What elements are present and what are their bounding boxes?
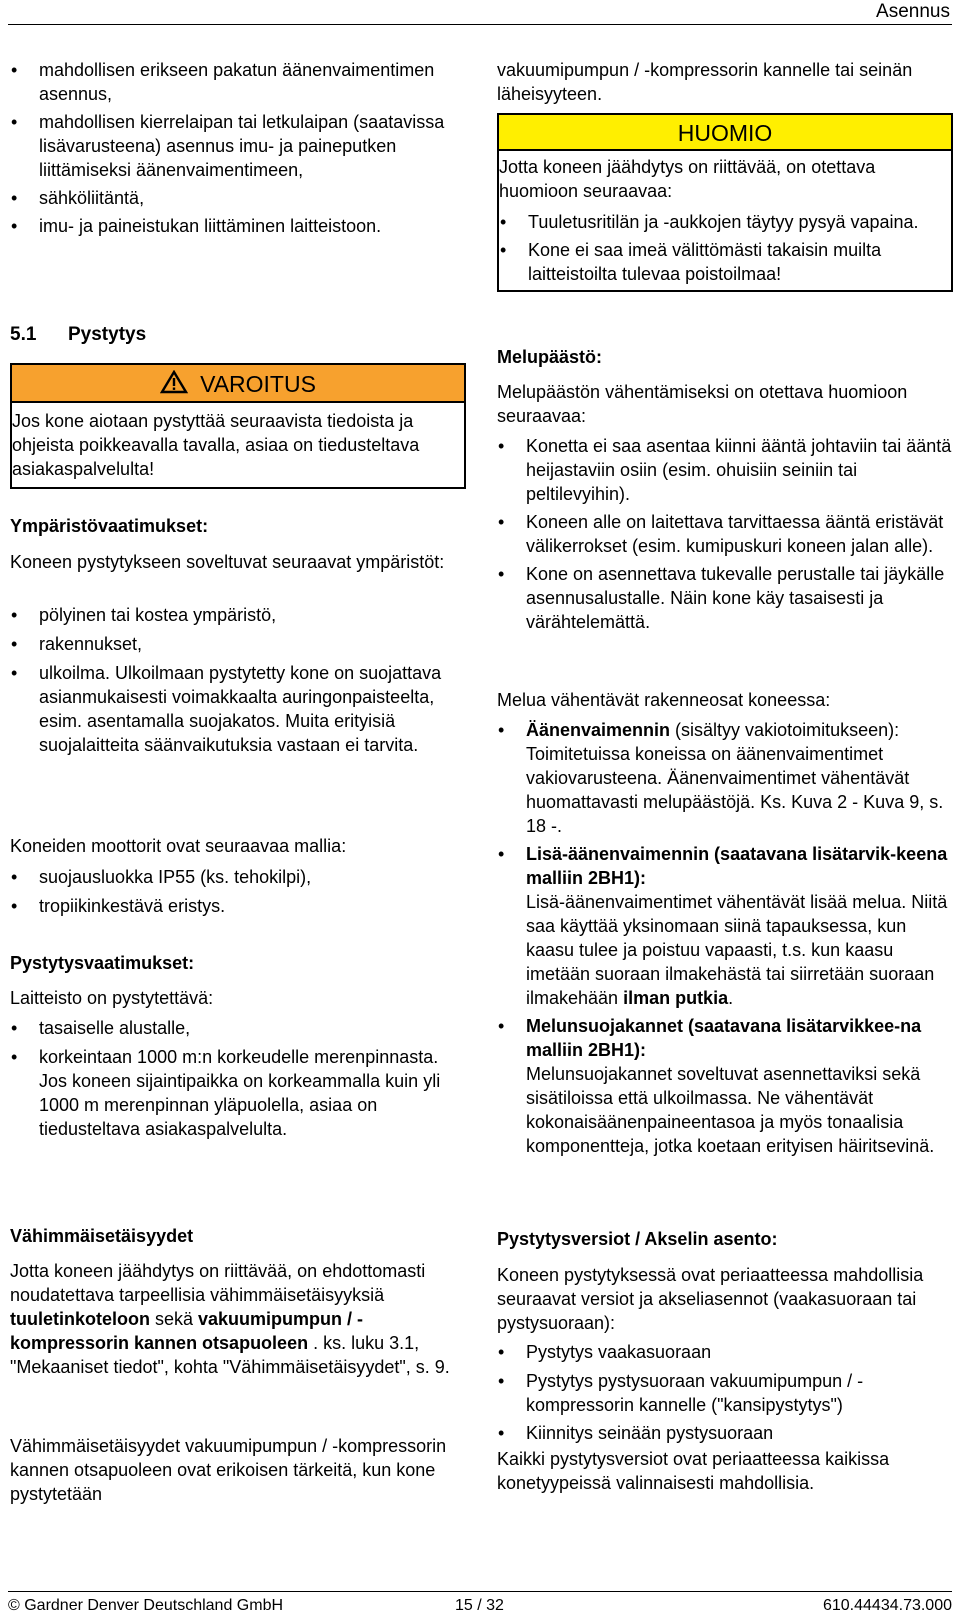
section-heading [10, 323, 462, 347]
versions-intro: Koneen pystytyksessä ovat periaatteessa mahdollisia seuraavat versiot ja akseliasennot (vaakasuoraan tai pystysuoraan): [497, 1265, 924, 1333]
list-item: • Melunsuojakannet (saatavana lisätarvikkee-na malliin 2BH1): Melunsuojakannet soveltuvat asennettaviksi sekä sisätiloissa että ulkoilmassa. Ne vähentävät kokonaisäänenpaineentasoa ja myös tonaalisia komponentteja, jotka koetaan erityisen häiritsevinä. [498, 1016, 935, 1156]
versions-outro: Kaikki pystytysversiot ovat periaatteessa kaikissa konetyypeissä valinnaisesti mahdollisia. [497, 1449, 890, 1493]
list-item: • tropiikinkestävä eristys. [11, 896, 226, 916]
bullet-icon: • [11, 663, 18, 683]
bullet-icon: • [11, 188, 18, 208]
continued-text: vakuumipumpun / -kompressorin kannelle tai seinän läheisyyteen. [497, 60, 913, 104]
warning-header [12, 365, 464, 403]
note-box [497, 113, 953, 292]
distance-heading: Vähimmäisetäisyydet [10, 1226, 194, 1246]
list-item: • sähköliitäntä, [11, 188, 145, 208]
list-item: • pölyinen tai kostea ympäristö, [11, 605, 277, 625]
bullet-icon: • [498, 564, 505, 584]
bullet-icon: • [11, 60, 18, 80]
bullet-icon: • [498, 1342, 505, 1362]
warning-box [10, 363, 466, 489]
intro-list [10, 58, 462, 238]
list-item: • Tuuletusritilän ja -aukkojen täytyy pysyä vapaina. [500, 212, 919, 232]
bullet-icon: • [500, 212, 507, 232]
versions-heading: Pystytysversiot / Akselin asento: [497, 1229, 778, 1249]
bullet-icon: • [11, 634, 18, 654]
list-item: • Äänenvaimennin (sisältyy vakiotoimitukseen): Toimitetuissa koneissa on äänenvaimentimet vakiovarusteena. Äänenvaimentimet vähentävät huomattavasti melupäästöjä. Ks. Kuva 2 - Kuva 9, s. 18 -. [498, 720, 944, 836]
bullet-icon: • [498, 436, 505, 456]
bullet-icon: • [500, 240, 507, 260]
list-item: • rakennukset, [11, 634, 143, 654]
header-section-title: Asennus [876, 1, 950, 22]
list-item: • korkeintaan 1000 m:n korkeudelle merenpinnasta. Jos koneen sijaintipaikka on korkeammalla kuin yli 1000 m merenpinnan yläpuolella, asiaa on tiedusteltava asiakaspalvelulta. [11, 1047, 441, 1139]
list-item: • tasaiselle alustalle, [11, 1018, 191, 1038]
distance-paragraph-2: Vähimmäisetäisyydet vakuumipumpun / -kompressorin kannen otsapuoleen ovat erikoisen tärkeitä, kun kone pystytetään [10, 1436, 447, 1504]
section-number: 5.1 [10, 324, 37, 345]
bullet-icon: • [11, 1047, 18, 1067]
list-item: • Kone on asennettava tukevalle perustalle tai jäykälle asennusalustalle. Näin kone käy tasaisesti ja värähtelemättä. [498, 564, 945, 632]
bullet-icon: • [11, 1018, 18, 1038]
list-item: • mahdollisen kierrelaipan tai letkulaipan (saatavissa lisävarusteena) asennus imu- ja paineputken liittämiseksi äänenvaimentimeen, [11, 112, 445, 180]
list-item: • imu- ja paineistukan liittäminen laitteistoon. [11, 216, 382, 236]
motor-list [10, 865, 462, 918]
list-item: • Koneen alle on laitettava tarvittaessa ääntä eristävät välikerrokset (esim. kumipuskuri koneen jalan alle). [498, 512, 944, 556]
list-item: • Konetta ei saa asentaa kiinni ääntä johtaviin tai ääntä heijastaviin osiin (esim. ohuisiin seiniin tai peltilevyihin). [498, 436, 952, 504]
noise-list [497, 434, 953, 634]
reduce-intro: Melua vähentävät rakenneosat koneessa: [497, 690, 831, 710]
bullet-icon: • [498, 1423, 505, 1443]
list-item: • Pystytys pystysuoraan vakuumipumpun / -kompressorin kannelle ("kansipystytys") [498, 1371, 864, 1415]
list-item: • Pystytys vaakasuoraan [498, 1342, 712, 1362]
bullet-icon: • [498, 844, 505, 864]
env-heading: Ympäristövaatimukset: [10, 516, 209, 536]
install-heading: Pystytysvaatimukset: [10, 953, 195, 973]
bullet-icon: • [11, 867, 18, 887]
versions-list [497, 1340, 953, 1445]
footer-page-number: 15 / 32 [455, 1597, 504, 1614]
footer-company: © Gardner Denver Deutschland GmbH [8, 1597, 284, 1614]
bullet-icon: • [498, 512, 505, 532]
bullet-icon: • [11, 605, 18, 625]
note-text: Jotta koneen jäähdytys on riittävää, on otettava huomioon seuraavaa: [499, 157, 876, 201]
bullet-icon: • [498, 720, 505, 740]
footer-doc-number: 610.44434.73.000 [822, 1597, 952, 1614]
footer-rule [8, 1591, 952, 1592]
note-title: HUOMIO [499, 115, 951, 151]
bullet-icon: • [498, 1016, 505, 1036]
noise-intro: Melupäästön vähentämiseksi on otettava huomioon seuraavaa: [497, 382, 908, 426]
list-item: • Kiinnitys seinään pystysuoraan [498, 1423, 774, 1443]
distance-paragraph: Jotta koneen jäähdytys on riittävää, on ehdottomasti noudatettava tarpeellisia vähimmäisetäisyyksiä tuuletinkoteloon sekä vakuumipumpun / -kompressorin kannen otsapuoleen . ks. luku 3.1, "Mekaaniset tiedot", kohta "Vähimmäisetäisyydet", s. 9. [10, 1261, 450, 1377]
warning-text: Jos kone aiotaan pystyttää seuraavista tiedoista ja ohjeista poikkeavalla tavalla, asiaa on tiedusteltava asiakaspalvelulta! [12, 411, 420, 479]
warning-title: VAROITUS [200, 371, 316, 397]
motor-intro: Koneiden moottorit ovat seuraavaa mallia: [10, 836, 347, 856]
list-item: • ulkoilma. Ulkoilmaan pystytetty kone on suojattava asianmukaisesti voimakkaalta auringonpaisteelta, esim. asentamalla suojakatos. Muita erityisiä suojalaitteita säänvaikutuksia vastaan ei tarvita. [11, 663, 442, 755]
warning-triangle-icon [160, 367, 188, 405]
install-intro: Laitteisto on pystytettävä: [10, 988, 214, 1008]
note-list [499, 210, 951, 290]
list-item: • mahdollisen erikseen pakatun äänenvaimentimen asennus, [11, 60, 435, 104]
bullet-icon: • [11, 896, 18, 916]
header-rule [8, 24, 952, 25]
list-item: • Lisä-äänenvaimennin (saatavana lisätarvik-keena malliin 2BH1): Lisä-äänenvaimentimet vähentävät lisää melua. Niitä saa käyttää yksinomaan siinä tapauksessa, kun kaasu tulee ja poistuu vapaasti, t.s. kun kaasu imetään suoraan ilmakehästä tai siirretään suoraan ilmakehään ilman putkia. [498, 844, 948, 1008]
install-list [10, 1016, 462, 1141]
list-item: • suojausluokka IP55 (ks. tehokilpi), [11, 867, 312, 887]
section-title: Pystytys [68, 324, 147, 345]
env-list [10, 603, 462, 757]
bullet-icon: • [11, 112, 18, 132]
env-intro: Koneen pystytykseen soveltuvat seuraavat ympäristöt: [10, 552, 445, 572]
list-item: • Kone ei saa imeä välittömästi takaisin muilta laitteistoilta tulevaa poistoilmaa! [500, 240, 882, 284]
reduce-list [497, 718, 953, 1158]
bullet-icon: • [11, 216, 18, 236]
noise-heading: Melupäästö: [497, 347, 603, 367]
bullet-icon: • [498, 1371, 505, 1391]
